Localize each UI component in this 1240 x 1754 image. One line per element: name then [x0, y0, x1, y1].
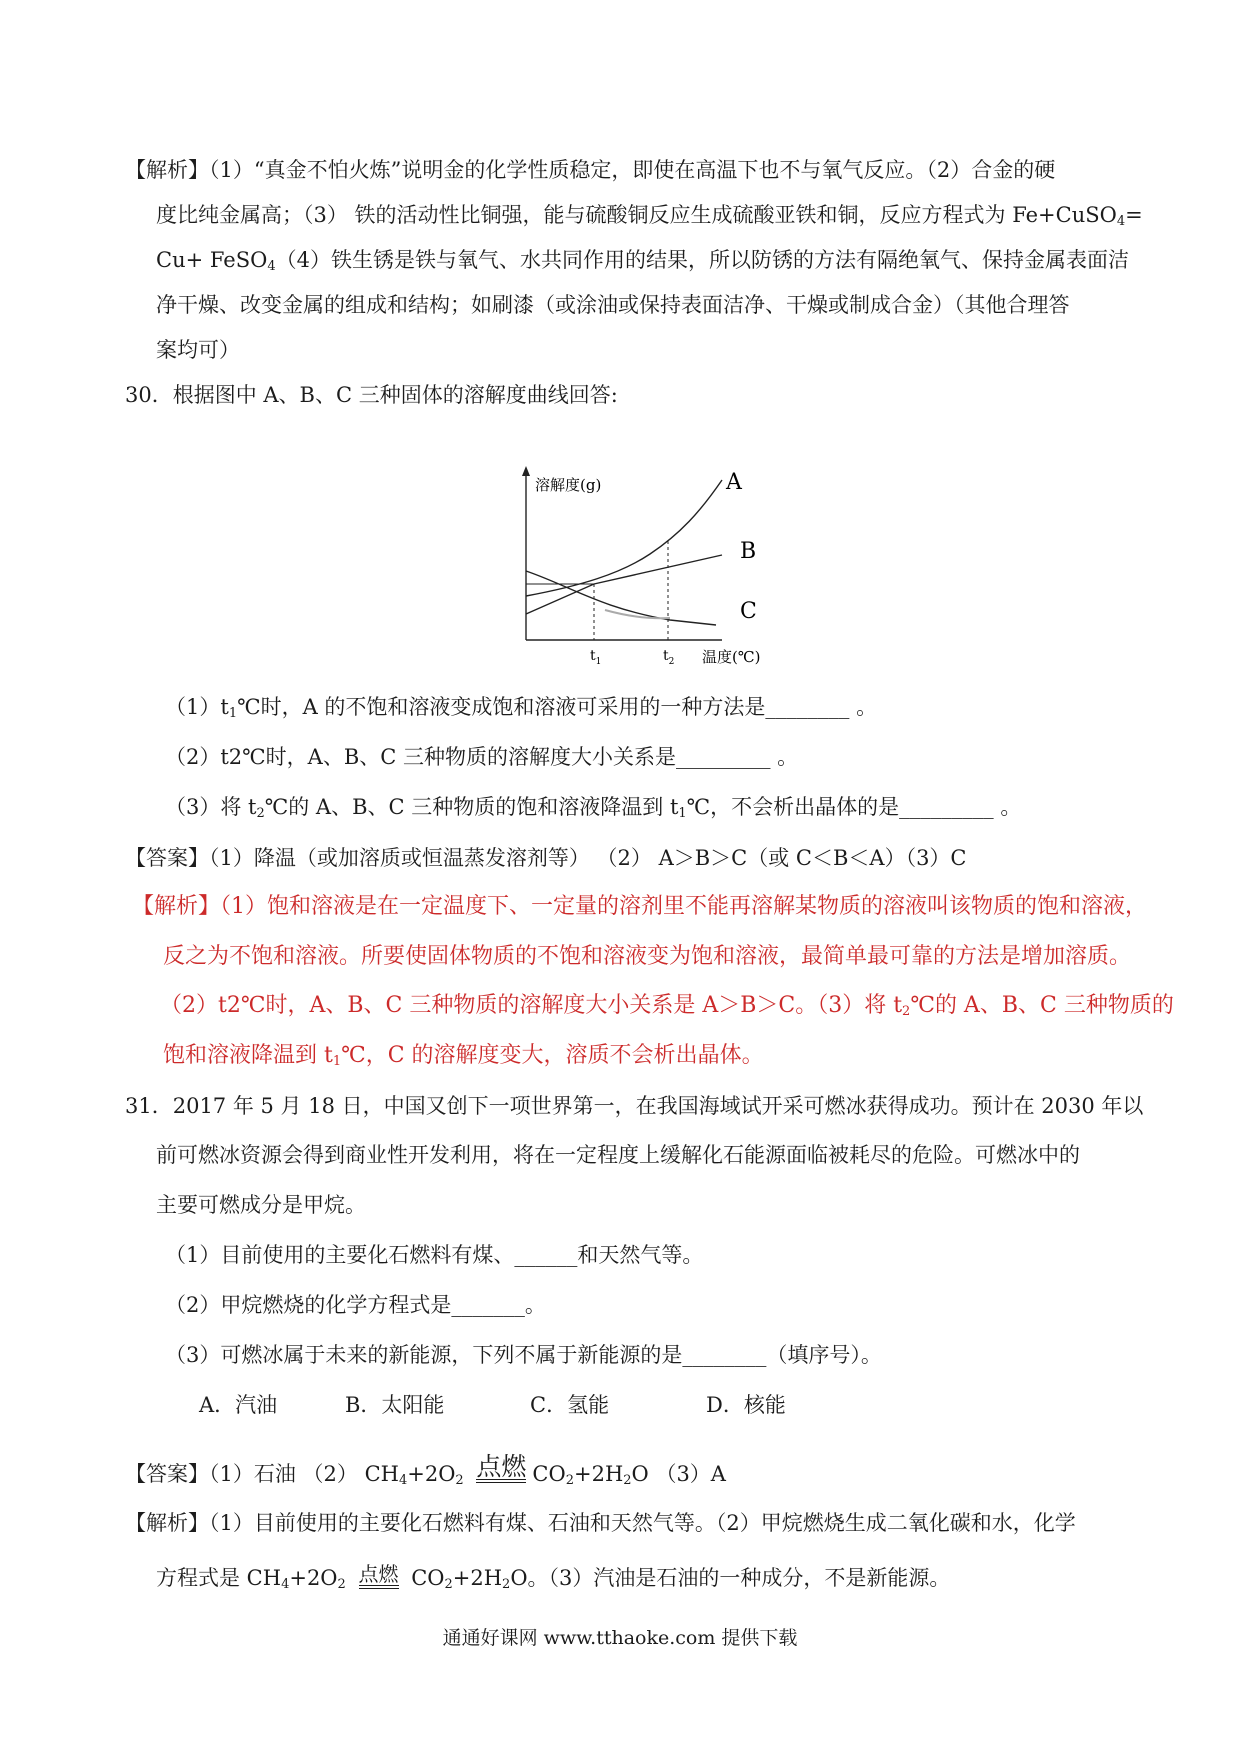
q31-option-c: C．氢能	[530, 1393, 610, 1417]
t2-tick-label: $t_2$	[663, 648, 675, 667]
q30-analysis-line-4: 饱和溶液降温到 $t_1℃$，C 的溶解度变大，溶质不会析出晶体。	[163, 1043, 764, 1069]
q29-analysis-line-3: Cu+ FeSO$_4$（4）铁生锈是铁与氧气、水共同作用的结果，所以防锈的方法有隔绝氧气、保持金属表面洁	[156, 248, 1129, 274]
curve-b-label: B	[740, 539, 757, 564]
q31-analysis-line-1: 【解析】（1）目前使用的主要化石燃料有煤、石油和天然气等。（2）甲烷燃烧生成二氧化碳和水，化学	[125, 1511, 1076, 1535]
q29-analysis-line-2: 度比纯金属高；（3） 铁的活动性比铜强，能与硫酸铜反应生成硫酸亚铁和铜，反应方程式为 Fe+CuSO$_4$=	[156, 203, 1143, 229]
q30-sub-1: $(1)t_1℃$时，A 的不饱和溶液变成饱和溶液可采用的一种方法是________ 。	[165, 695, 878, 721]
q30-analysis-line-1: 【解析】（1）饱和溶液是在一定温度下、一定量的溶剂里不能再溶解某物质的溶液叫该物质的饱和溶液，	[132, 894, 1148, 919]
curve-c	[526, 571, 716, 625]
q31-stem-line-1: 31．2017 年 5 月 18 日，中国又创下一项世界第一，在我国海域试开采可燃冰获得成功。预计在 2030 年以	[125, 1094, 1144, 1118]
solubility-chart	[510, 462, 780, 670]
curve-a-label: A	[726, 470, 742, 495]
q31-option-b: B．太阳能	[345, 1393, 445, 1417]
q30-analysis-line-3: （2）t2℃时，A、B、C 三种物质的溶解度大小关系是 A＞B＞C。（3）将 $t_2℃$的 A、B、C 三种物质的	[160, 993, 1174, 1019]
q31-sub-1: （1）目前使用的主要化石燃料有煤、______和天然气等。	[165, 1243, 704, 1267]
q31-option-a: A．汽油	[199, 1393, 278, 1417]
q30-sub-3: （3）将 $t_2℃$的 A、B、C 三种物质的饱和溶液降温到 $t_1℃$，不会析出晶体的是_________ 。	[165, 795, 1022, 821]
page-footer: 通通好课网 www.tthaoke.com 提供下载	[442, 1627, 798, 1649]
y-axis-label: 溶解度(g)	[535, 476, 602, 494]
t1-tick-label: $t_1$	[590, 648, 602, 667]
q30-sub-2: （2）t2℃时，A、B、C 三种物质的溶解度大小关系是_________ 。	[165, 745, 799, 769]
q30-answer: 【答案】（1）降温（或加溶质或恒温蒸发溶剂等） （2） A＞B＞C（或 C＜B＜A）（3）C	[125, 846, 967, 870]
q29-analysis-line-5: 案均可）	[156, 338, 240, 362]
q29-analysis-line-1: 【解析】（1）“真金不怕火炼”说明金的化学性质稳定，即使在高温下也不与氧气反应。（2）合金的硬	[125, 158, 1056, 182]
q31-option-d: D．核能	[706, 1393, 786, 1417]
curve-c-shadow	[605, 610, 670, 618]
q29-analysis-line-4: 净干燥、改变金属的组成和结构；如刷漆（或涂油或保持表面洁净、干燥或制成合金）（其他合理答	[156, 293, 1070, 317]
q31-answer: 【答案】（1）石油 （2） $CH_4+2O_2$ 点燃 $CO_2+2H_2O$ （3）A	[125, 1452, 726, 1488]
reaction-condition: 点燃	[476, 1452, 527, 1481]
curve-a	[526, 480, 722, 596]
q30-stem: 30．根据图中 A、B、C 三种固体的溶解度曲线回答:	[125, 383, 618, 407]
q31-stem-line-2: 前可燃冰资源会得到商业性开发利用，将在一定程度上缓解化石能源面临被耗尽的危险。可燃冰中的	[156, 1143, 1080, 1167]
q31-sub-2: （2）甲烷燃烧的化学方程式是_______。	[165, 1293, 546, 1317]
y-axis-arrow	[522, 466, 530, 476]
q30-analysis-line-2: 反之为不饱和溶液。所要使固体物质的不饱和溶液变为饱和溶液，最简单最可靠的方法是增加溶质。	[163, 944, 1132, 969]
q31-sub-3: （3）可燃冰属于未来的新能源，下列不属于新能源的是________（填序号）。	[165, 1343, 882, 1367]
q31-stem-line-3: 主要可燃成分是甲烷。	[156, 1193, 366, 1217]
q31-analysis-line-2: 方程式是 $CH_4+2O_2$ 点燃 $CO_2+2H_2O$。（3）汽油是石油的一种成分，不是新能源。	[156, 1562, 951, 1592]
reaction-condition: 点燃	[357, 1563, 401, 1589]
curve-c-label: C	[740, 599, 757, 624]
x-axis-label: 温度(℃)	[702, 648, 761, 666]
